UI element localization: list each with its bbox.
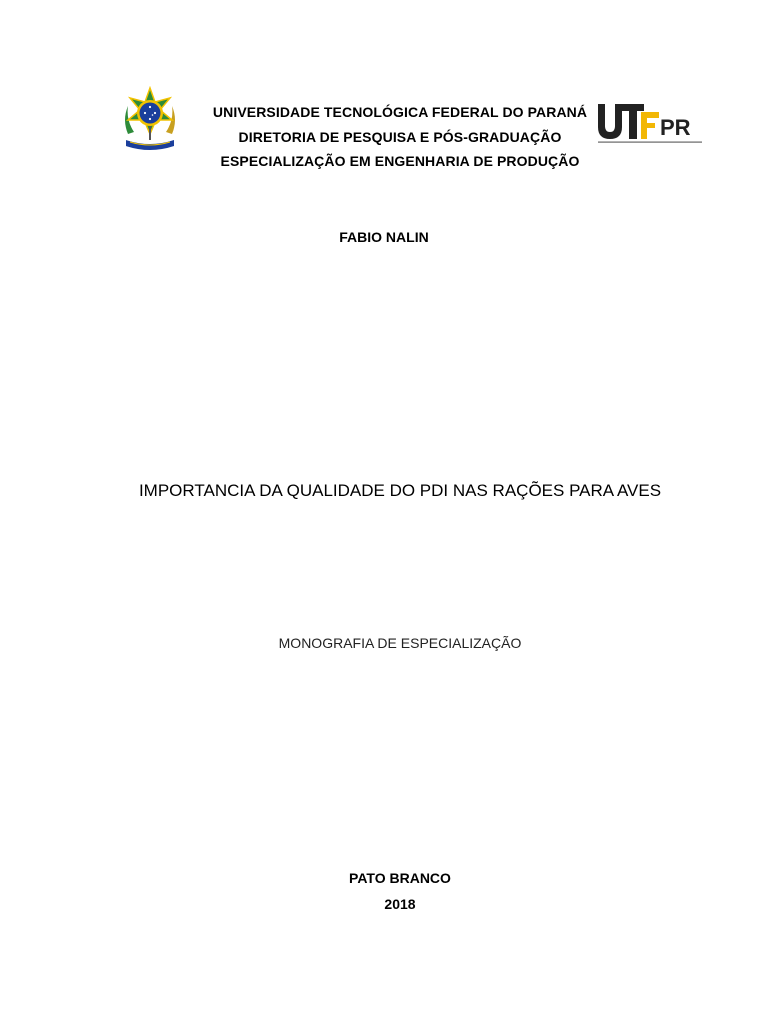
brazil-coat-of-arms-icon (118, 86, 182, 154)
course-name: ESPECIALIZAÇÃO EM ENGENHARIA DE PRODUÇÃO (220, 153, 580, 169)
institution-header (190, 100, 610, 174)
document-title: IMPORTANCIA DA QUALIDADE DO PDI NAS RAÇÕES PARA AVES (138, 481, 662, 500)
svg-text:PR: PR (660, 115, 691, 140)
city: PATO BRANCO (349, 870, 451, 886)
university-name: UNIVERSIDADE TECNOLÓGICA FEDERAL DO PARANÁ (212, 104, 588, 120)
utfpr-logo (596, 98, 704, 146)
author-name: FABIO NALIN (339, 229, 429, 245)
directorate-name: DIRETORIA DE PESQUISA E PÓS-GRADUAÇÃO (238, 128, 562, 145)
year: 2018 (384, 896, 416, 912)
document-type: MONOGRAFIA DE ESPECIALIZAÇÃO (278, 635, 522, 651)
